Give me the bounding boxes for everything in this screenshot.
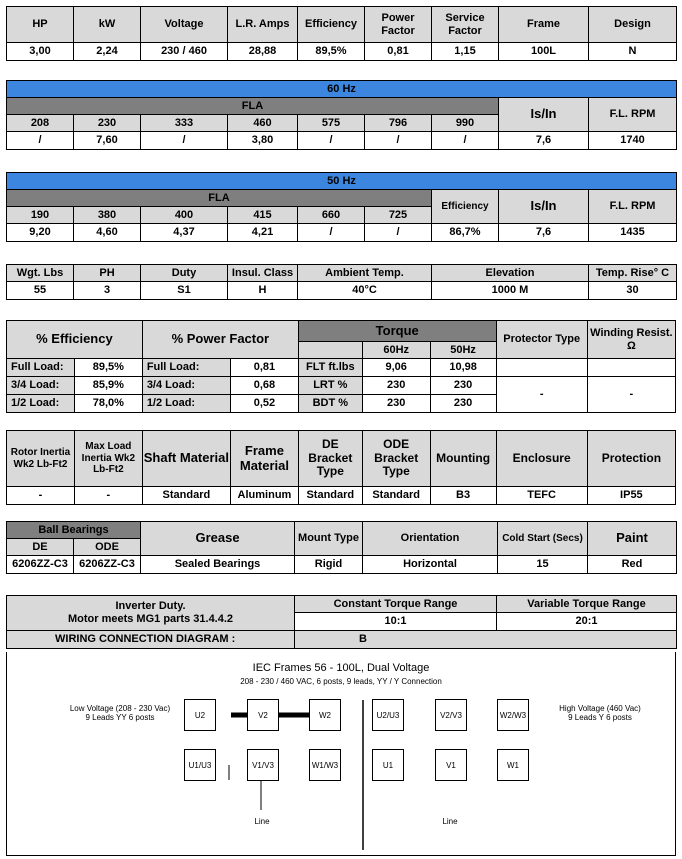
hz60-amp: / bbox=[7, 132, 74, 150]
torque-60hz-value: 230 bbox=[362, 395, 430, 413]
hz50-fla-label: FLA bbox=[7, 190, 432, 207]
value-elevation: 1000 M bbox=[432, 282, 589, 300]
pf-row-value: 0,52 bbox=[230, 395, 298, 413]
eff-row-label: 1/2 Load: bbox=[7, 395, 75, 413]
header-hp: HP bbox=[7, 7, 74, 43]
terminal-w1w3: W1/W3 bbox=[309, 749, 341, 781]
pf-row-label: 1/2 Load: bbox=[142, 395, 230, 413]
value-enclosure: TEFC bbox=[496, 487, 587, 505]
diagram-subtitle: 208 - 230 / 460 VAC, 6 posts, 9 leads, YY / Y Connection bbox=[240, 677, 442, 686]
terminal-w1: W1 bbox=[497, 749, 529, 781]
hz60-amp: / bbox=[141, 132, 228, 150]
hz50-table bbox=[6, 172, 677, 242]
header-ph: PH bbox=[74, 265, 141, 282]
hz50-amp: 4,37 bbox=[141, 224, 228, 242]
conditions-table bbox=[6, 264, 677, 300]
header-max-load-inertia: Max Load Inertia Wk2 Lb-Ft2 bbox=[74, 431, 142, 487]
bearings-table bbox=[6, 521, 677, 574]
hz50-volt: 400 bbox=[141, 207, 228, 224]
header-insul-class: Insul. Class bbox=[228, 265, 298, 282]
value-voltage: 230 / 460 bbox=[141, 43, 228, 61]
hz50-eff-value: 86,7% bbox=[432, 224, 499, 242]
inverter-table bbox=[6, 595, 677, 649]
header-temp-rise: Temp. Rise° C bbox=[589, 265, 677, 282]
hz60-volt: 208 bbox=[7, 115, 74, 132]
header-efficiency: Efficiency bbox=[298, 7, 365, 43]
hz50-amp: 9,20 bbox=[7, 224, 74, 242]
hz60-isin-value: 7,6 bbox=[499, 132, 589, 150]
terminal-u1u3: U1/U3 bbox=[184, 749, 216, 781]
value-frame: 100L bbox=[499, 43, 589, 61]
constant-torque-label: Constant Torque Range bbox=[295, 596, 497, 613]
terminal-v1: V1 bbox=[435, 749, 467, 781]
torque-50hz-value: 10,98 bbox=[430, 359, 496, 377]
constant-torque-value: 10:1 bbox=[295, 613, 497, 631]
variable-torque-label: Variable Torque Range bbox=[497, 596, 677, 613]
header-rotor-inertia: Rotor Inertia Wk2 Lb-Ft2 bbox=[7, 431, 75, 487]
torque-title: Torque bbox=[298, 321, 496, 342]
winding-label: Winding Resist. Ω bbox=[587, 321, 675, 359]
hz50-rpm-label: F.L. RPM bbox=[589, 190, 677, 224]
hz60-rpm-label: F.L. RPM bbox=[589, 98, 677, 132]
hz60-table bbox=[6, 80, 677, 150]
header-duty: Duty bbox=[141, 265, 228, 282]
low-voltage-line1: Low Voltage (208 - 230 Vac) bbox=[69, 704, 171, 713]
protector-spacer bbox=[496, 359, 587, 377]
cold-start-value: 15 bbox=[498, 556, 588, 574]
terminal-u2: U2 bbox=[184, 699, 216, 731]
eff-row-label: Full Load: bbox=[7, 359, 75, 377]
value-design: N bbox=[589, 43, 677, 61]
inverter-line2: Motor meets MG1 parts 31.4.4.2 bbox=[67, 613, 234, 625]
header-enclosure: Enclosure bbox=[496, 431, 587, 487]
header-ode-bracket: ODE Bracket Type bbox=[362, 431, 430, 487]
pf-row-value: 0,68 bbox=[230, 377, 298, 395]
torque-row-label: LRT % bbox=[298, 377, 362, 395]
header-service-factor: Service Factor bbox=[432, 7, 499, 43]
paint-label: Paint bbox=[588, 522, 677, 556]
header-voltage: Voltage bbox=[141, 7, 228, 43]
hz50-volt: 190 bbox=[7, 207, 74, 224]
value-ambient-temp: 40°C bbox=[298, 282, 432, 300]
winding-value: - bbox=[587, 377, 675, 413]
torque-60hz-label: 60Hz bbox=[362, 342, 430, 359]
terminal-u2u3: U2/U3 bbox=[372, 699, 404, 731]
header-mounting: Mounting bbox=[430, 431, 496, 487]
torque-50hz-value: 230 bbox=[430, 377, 496, 395]
value-protection: IP55 bbox=[587, 487, 675, 505]
hz50-amp: / bbox=[298, 224, 365, 242]
grease-value: Sealed Bearings bbox=[141, 556, 295, 574]
eff-row-label: 3/4 Load: bbox=[7, 377, 75, 395]
header-ambient-temp: Ambient Temp. bbox=[298, 265, 432, 282]
torque-row-label: FLT ft.lbs bbox=[298, 359, 362, 377]
performance-table bbox=[6, 320, 676, 413]
hz50-rpm-value: 1435 bbox=[589, 224, 677, 242]
terminal-u1: U1 bbox=[372, 749, 404, 781]
value-lr-amps: 28,88 bbox=[228, 43, 298, 61]
torque-50hz-value: 230 bbox=[430, 395, 496, 413]
pf-row-label: Full Load: bbox=[142, 359, 230, 377]
wiring-diagram-label: WIRING CONNECTION DIAGRAM : bbox=[7, 631, 295, 649]
hz60-volt: 990 bbox=[432, 115, 499, 132]
pf-row-label: 3/4 Load: bbox=[142, 377, 230, 395]
hz60-rpm-value: 1740 bbox=[589, 132, 677, 150]
hz50-amp: 4,60 bbox=[74, 224, 141, 242]
hz50-isin-label: Is/In bbox=[499, 190, 589, 224]
terminal-w2w3: W2/W3 bbox=[497, 699, 529, 731]
bearings-label: Ball Bearings bbox=[7, 522, 141, 539]
torque-blank bbox=[298, 342, 362, 359]
terminal-v1v3: V1/V3 bbox=[247, 749, 279, 781]
header-power-factor: Power Factor bbox=[365, 7, 432, 43]
hz50-amp: 4,21 bbox=[228, 224, 298, 242]
value-ode-bracket: Standard bbox=[362, 487, 430, 505]
line-label-left: Line bbox=[254, 817, 270, 826]
hz60-amp: 3,80 bbox=[228, 132, 298, 150]
header-design: Design bbox=[589, 7, 677, 43]
value-duty: S1 bbox=[141, 282, 228, 300]
hz60-volt: 333 bbox=[141, 115, 228, 132]
value-temp-rise: 30 bbox=[589, 282, 677, 300]
efficiency-title: % Efficiency bbox=[7, 321, 143, 359]
hz60-amp: / bbox=[365, 132, 432, 150]
hz60-amp: / bbox=[298, 132, 365, 150]
header-weight: Wgt. Lbs bbox=[7, 265, 74, 282]
pf-row-value: 0,81 bbox=[230, 359, 298, 377]
hz50-amp: / bbox=[365, 224, 432, 242]
hz50-isin-value: 7,6 bbox=[499, 224, 589, 242]
hz60-isin-label: Is/In bbox=[499, 98, 589, 132]
winding-spacer bbox=[587, 359, 675, 377]
hz60-volt: 460 bbox=[228, 115, 298, 132]
value-kw: 2,24 bbox=[74, 43, 141, 61]
torque-row-label: BDT % bbox=[298, 395, 362, 413]
eff-row-value: 89,5% bbox=[74, 359, 142, 377]
value-hp: 3,00 bbox=[7, 43, 74, 61]
low-voltage-line2: 9 Leads YY 6 posts bbox=[85, 713, 155, 722]
hz50-volt: 415 bbox=[228, 207, 298, 224]
header-frame: Frame bbox=[499, 7, 589, 43]
terminal-v2: V2 bbox=[247, 699, 279, 731]
paint-value: Red bbox=[588, 556, 677, 574]
wiring-diagram bbox=[6, 652, 676, 856]
hz60-amp: / bbox=[432, 132, 499, 150]
torque-60hz-value: 230 bbox=[362, 377, 430, 395]
ode-bearing-value: 6206ZZ-C3 bbox=[74, 556, 141, 574]
mechanical-table bbox=[6, 430, 676, 505]
ode-label: ODE bbox=[74, 539, 141, 556]
protector-value: - bbox=[496, 377, 587, 413]
header-shaft-material: Shaft Material bbox=[142, 431, 230, 487]
terminal-v2v3: V2/V3 bbox=[435, 699, 467, 731]
hz50-volt: 660 bbox=[298, 207, 365, 224]
value-frame-material: Aluminum bbox=[230, 487, 298, 505]
hz60-volt: 796 bbox=[365, 115, 432, 132]
value-shaft-material: Standard bbox=[142, 487, 230, 505]
header-lr-amps: L.R. Amps bbox=[228, 7, 298, 43]
value-insul-class: H bbox=[228, 282, 298, 300]
hz50-volt: 725 bbox=[365, 207, 432, 224]
value-mounting: B3 bbox=[430, 487, 496, 505]
grease-label: Grease bbox=[141, 522, 295, 556]
hz50-volt: 380 bbox=[74, 207, 141, 224]
value-weight: 55 bbox=[7, 282, 74, 300]
mount-type-label: Mount Type bbox=[295, 522, 363, 556]
general-table bbox=[6, 6, 677, 61]
orientation-value: Horizontal bbox=[363, 556, 498, 574]
value-efficiency: 89,5% bbox=[298, 43, 365, 61]
high-voltage-line1: High Voltage (460 Vac) bbox=[559, 704, 641, 713]
cold-start-label: Cold Start (Secs) bbox=[498, 522, 588, 556]
variable-torque-value: 20:1 bbox=[497, 613, 677, 631]
hz60-fla-label: FLA bbox=[7, 98, 499, 115]
wiring-diagram-value: B bbox=[295, 631, 677, 649]
hz50-eff-label: Efficiency bbox=[432, 190, 499, 224]
header-de-bracket: DE Bracket Type bbox=[298, 431, 362, 487]
orientation-label: Orientation bbox=[363, 522, 498, 556]
hz60-volt: 575 bbox=[298, 115, 365, 132]
hz60-amp: 7,60 bbox=[74, 132, 141, 150]
mount-type-value: Rigid bbox=[295, 556, 363, 574]
de-bearing-value: 6206ZZ-C3 bbox=[7, 556, 74, 574]
torque-60hz-value: 9,06 bbox=[362, 359, 430, 377]
value-max-load-inertia: - bbox=[74, 487, 142, 505]
eff-row-value: 85,9% bbox=[74, 377, 142, 395]
header-frame-material: Frame Material bbox=[230, 431, 298, 487]
diagram-title: IEC Frames 56 - 100L, Dual Voltage bbox=[252, 662, 430, 674]
hz50-title: 50 Hz bbox=[7, 173, 677, 190]
value-power-factor: 0,81 bbox=[365, 43, 432, 61]
value-ph: 3 bbox=[74, 282, 141, 300]
protector-label: Protector Type bbox=[496, 321, 587, 359]
inverter-line1: Inverter Duty. bbox=[115, 600, 186, 613]
value-rotor-inertia: - bbox=[7, 487, 75, 505]
power-factor-title: % Power Factor bbox=[142, 321, 298, 359]
inverter-duty-cell bbox=[7, 596, 295, 631]
de-label: DE bbox=[7, 539, 74, 556]
header-elevation: Elevation bbox=[432, 265, 589, 282]
line-label-right: Line bbox=[442, 817, 458, 826]
value-de-bracket: Standard bbox=[298, 487, 362, 505]
hz60-volt: 230 bbox=[74, 115, 141, 132]
diagram-lines bbox=[7, 652, 675, 855]
terminal-w2: W2 bbox=[309, 699, 341, 731]
high-voltage-line2: 9 Leads Y 6 posts bbox=[568, 713, 632, 722]
hz60-title: 60 Hz bbox=[7, 81, 677, 98]
header-protection: Protection bbox=[587, 431, 675, 487]
eff-row-value: 78,0% bbox=[74, 395, 142, 413]
torque-50hz-label: 50Hz bbox=[430, 342, 496, 359]
value-service-factor: 1,15 bbox=[432, 43, 499, 61]
header-kw: kW bbox=[74, 7, 141, 43]
